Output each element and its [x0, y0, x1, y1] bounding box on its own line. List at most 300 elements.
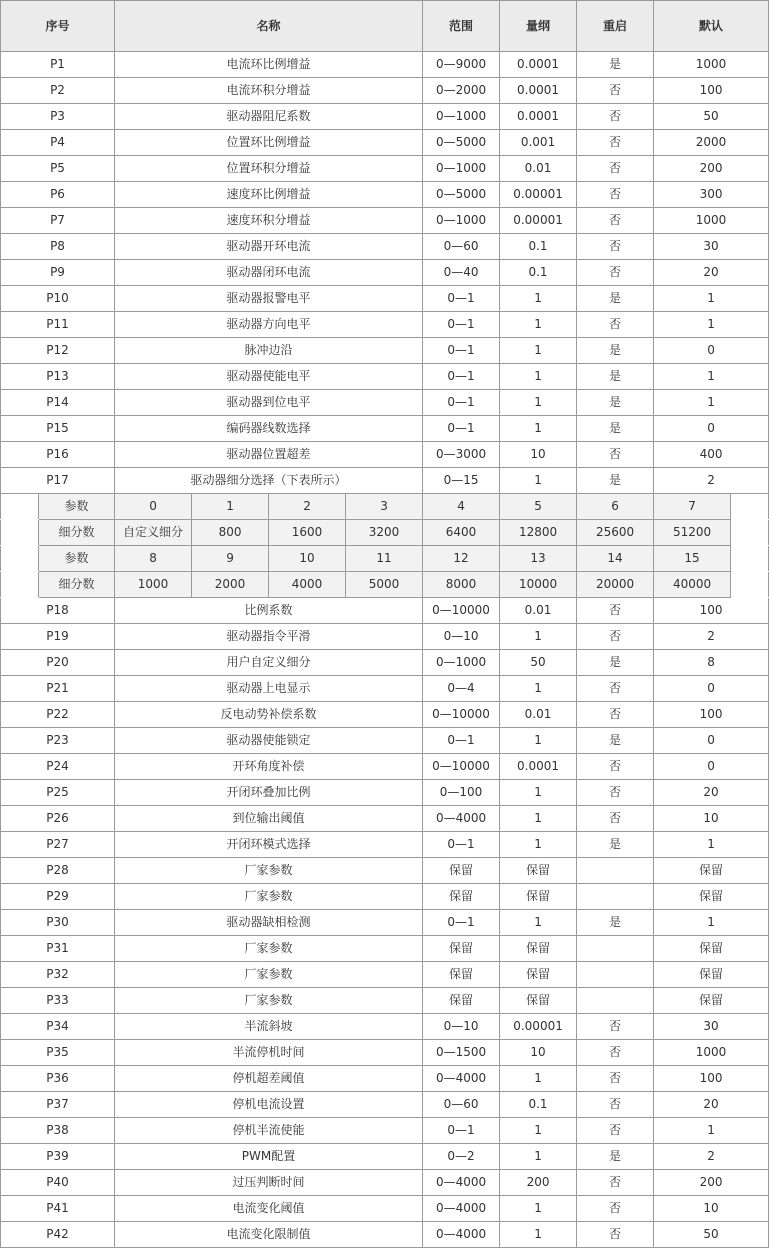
param-range: 0—1000	[423, 208, 500, 234]
param-range: 保留	[423, 858, 500, 884]
param-name: 驱动器开环电流	[115, 234, 423, 260]
param-unit: 0.1	[500, 234, 577, 260]
param-id: P33	[1, 988, 115, 1014]
header-row	[1, 1, 769, 52]
table-header	[1, 1, 769, 52]
table-row	[1, 1066, 769, 1092]
subdivision-row	[1, 520, 769, 546]
param-id: P34	[1, 1014, 115, 1040]
param-default: 100	[654, 1066, 769, 1092]
param-name: 速度环积分增益	[115, 208, 423, 234]
param-name: 厂家参数	[115, 988, 423, 1014]
param-range: 0—15	[423, 468, 500, 494]
param-id: P14	[1, 390, 115, 416]
param-id: P9	[1, 260, 115, 286]
param-range: 0—100	[423, 780, 500, 806]
param-range: 0—1	[423, 832, 500, 858]
param-id: P30	[1, 910, 115, 936]
param-restart: 否	[577, 1196, 654, 1222]
param-unit: 0.00001	[500, 1014, 577, 1040]
param-restart: 否	[577, 1170, 654, 1196]
param-default: 1	[654, 910, 769, 936]
param-default: 50	[654, 1222, 769, 1248]
param-unit: 1	[500, 1196, 577, 1222]
param-restart: 是	[577, 416, 654, 442]
param-range: 保留	[423, 988, 500, 1014]
param-default: 20	[654, 780, 769, 806]
param-default: 保留	[654, 936, 769, 962]
param-restart: 是	[577, 338, 654, 364]
table-row	[1, 260, 769, 286]
param-name: 厂家参数	[115, 858, 423, 884]
table-row	[1, 416, 769, 442]
param-range: 保留	[423, 936, 500, 962]
param-unit: 1	[500, 1222, 577, 1248]
param-name: 驱动器使能锁定	[115, 728, 423, 754]
param-name: 驱动器到位电平	[115, 390, 423, 416]
param-name: 开环角度补偿	[115, 754, 423, 780]
subdivision-cell: 800	[192, 520, 269, 546]
param-default: 1	[654, 1118, 769, 1144]
table-row	[1, 728, 769, 754]
param-name: 开闭环叠加比例	[115, 780, 423, 806]
subdivision-cell: 1000	[115, 572, 192, 598]
param-id: P6	[1, 182, 115, 208]
table-row	[1, 858, 769, 884]
param-unit: 保留	[500, 936, 577, 962]
param-unit: 50	[500, 650, 577, 676]
table-row	[1, 338, 769, 364]
param-default: 30	[654, 1014, 769, 1040]
param-name: 电流环积分增益	[115, 78, 423, 104]
param-default: 1	[654, 832, 769, 858]
param-range: 0—2	[423, 1144, 500, 1170]
param-range: 0—10000	[423, 754, 500, 780]
param-default: 0	[654, 754, 769, 780]
param-range: 0—4000	[423, 1066, 500, 1092]
param-unit: 1	[500, 728, 577, 754]
param-name: 半流斜坡	[115, 1014, 423, 1040]
param-name: 开闭环模式选择	[115, 832, 423, 858]
param-default: 1000	[654, 52, 769, 78]
param-name: 电流变化阈值	[115, 1196, 423, 1222]
param-id: P20	[1, 650, 115, 676]
table-body-bottom	[1, 598, 769, 1248]
subdivision-gutter-right	[731, 494, 769, 520]
subdivision-row-label: 参数	[39, 494, 115, 520]
param-unit: 0.0001	[500, 78, 577, 104]
table-row	[1, 832, 769, 858]
table-row	[1, 364, 769, 390]
param-restart: 是	[577, 650, 654, 676]
param-name: 驱动器闭环电流	[115, 260, 423, 286]
param-id: P35	[1, 1040, 115, 1066]
param-default: 2	[654, 1144, 769, 1170]
param-id: P29	[1, 884, 115, 910]
subdivision-cell: 5	[500, 494, 577, 520]
param-restart: 否	[577, 312, 654, 338]
table-row	[1, 780, 769, 806]
param-restart: 是	[577, 286, 654, 312]
subdivision-gutter-right	[731, 572, 769, 598]
table-row	[1, 962, 769, 988]
subdivision-cell: 3	[346, 494, 423, 520]
param-range: 0—5000	[423, 182, 500, 208]
subdivision-row	[1, 572, 769, 598]
param-id: P41	[1, 1196, 115, 1222]
param-id: P11	[1, 312, 115, 338]
param-default: 400	[654, 442, 769, 468]
subdivision-row	[1, 494, 769, 520]
param-unit: 保留	[500, 988, 577, 1014]
param-restart: 是	[577, 364, 654, 390]
table-row	[1, 676, 769, 702]
param-default: 保留	[654, 884, 769, 910]
param-id: P21	[1, 676, 115, 702]
param-restart: 否	[577, 1092, 654, 1118]
subdivision-cell: 2	[269, 494, 346, 520]
param-id: P32	[1, 962, 115, 988]
param-name: 反电动势补偿系数	[115, 702, 423, 728]
subdivision-cell: 10000	[500, 572, 577, 598]
param-name: 电流环比例增益	[115, 52, 423, 78]
table-row	[1, 702, 769, 728]
param-unit: 0.00001	[500, 182, 577, 208]
param-id: P25	[1, 780, 115, 806]
param-range: 0—4000	[423, 1196, 500, 1222]
table-row	[1, 104, 769, 130]
param-name: 驱动器细分选择（下表所示）	[115, 468, 423, 494]
subdivision-table	[1, 494, 769, 598]
param-name: 驱动器使能电平	[115, 364, 423, 390]
param-id: P36	[1, 1066, 115, 1092]
param-id: P22	[1, 702, 115, 728]
param-unit: 0.1	[500, 1092, 577, 1118]
param-unit: 0.0001	[500, 52, 577, 78]
param-id: P4	[1, 130, 115, 156]
subdivision-gutter-left	[1, 572, 39, 598]
param-range: 0—2000	[423, 78, 500, 104]
subdivision-cell: 5000	[346, 572, 423, 598]
param-range: 0—10	[423, 624, 500, 650]
table-row	[1, 650, 769, 676]
param-range: 0—1000	[423, 104, 500, 130]
param-unit: 1	[500, 338, 577, 364]
param-range: 0—1	[423, 728, 500, 754]
param-restart: 否	[577, 1014, 654, 1040]
subdivision-cell: 1	[192, 494, 269, 520]
subdivision-cell: 40000	[654, 572, 731, 598]
param-default: 1000	[654, 1040, 769, 1066]
param-unit: 0.01	[500, 702, 577, 728]
table-row	[1, 1040, 769, 1066]
param-default: 50	[654, 104, 769, 130]
param-name: 过压判断时间	[115, 1170, 423, 1196]
param-name: 比例系数	[115, 598, 423, 624]
table-row	[1, 754, 769, 780]
param-name: 驱动器位置超差	[115, 442, 423, 468]
table-row	[1, 624, 769, 650]
header-default: 默认	[654, 1, 769, 52]
subdivision-row-label: 细分数	[39, 520, 115, 546]
param-default: 8	[654, 650, 769, 676]
table-row	[1, 988, 769, 1014]
param-restart: 否	[577, 598, 654, 624]
param-range: 0—1	[423, 416, 500, 442]
subdivision-cell: 自定义细分	[115, 520, 192, 546]
table-row	[1, 442, 769, 468]
param-range: 0—1000	[423, 650, 500, 676]
subdivision-cell: 0	[115, 494, 192, 520]
param-name: 位置环积分增益	[115, 156, 423, 182]
param-range: 0—4	[423, 676, 500, 702]
param-unit: 1	[500, 1066, 577, 1092]
param-restart	[577, 936, 654, 962]
param-default: 10	[654, 1196, 769, 1222]
subdivision-cell: 12800	[500, 520, 577, 546]
subdivision-cell: 14	[577, 546, 654, 572]
param-id: P26	[1, 806, 115, 832]
param-default: 100	[654, 598, 769, 624]
param-id: P37	[1, 1092, 115, 1118]
param-unit: 1	[500, 624, 577, 650]
param-default: 0	[654, 676, 769, 702]
subdivision-gutter-right	[731, 520, 769, 546]
table-body-top	[1, 52, 769, 494]
param-name: 编码器线数选择	[115, 416, 423, 442]
subdivision-row-label: 参数	[39, 546, 115, 572]
param-name: 驱动器报警电平	[115, 286, 423, 312]
param-name: PWM配置	[115, 1144, 423, 1170]
param-restart: 否	[577, 442, 654, 468]
param-range: 0—1	[423, 312, 500, 338]
table-row	[1, 598, 769, 624]
param-default: 保留	[654, 988, 769, 1014]
param-name: 驱动器指令平滑	[115, 624, 423, 650]
param-restart: 否	[577, 1222, 654, 1248]
param-unit: 1	[500, 780, 577, 806]
subdivision-cell: 15	[654, 546, 731, 572]
param-id: P5	[1, 156, 115, 182]
param-restart: 是	[577, 390, 654, 416]
param-range: 0—4000	[423, 1222, 500, 1248]
param-range: 0—1	[423, 286, 500, 312]
param-unit: 1	[500, 390, 577, 416]
param-restart: 是	[577, 728, 654, 754]
param-unit: 1	[500, 806, 577, 832]
param-id: P12	[1, 338, 115, 364]
subdivision-cell: 8	[115, 546, 192, 572]
param-name: 驱动器缺相检测	[115, 910, 423, 936]
subdivision-cell: 13	[500, 546, 577, 572]
param-range: 0—10000	[423, 598, 500, 624]
param-id: P39	[1, 1144, 115, 1170]
subdivision-cell: 9	[192, 546, 269, 572]
param-default: 0	[654, 728, 769, 754]
param-name: 驱动器阻尼系数	[115, 104, 423, 130]
param-restart: 否	[577, 156, 654, 182]
param-restart: 否	[577, 702, 654, 728]
param-unit: 10	[500, 1040, 577, 1066]
table-row	[1, 1144, 769, 1170]
table-row	[1, 910, 769, 936]
table-row	[1, 936, 769, 962]
param-id: P7	[1, 208, 115, 234]
subdivision-cell: 25600	[577, 520, 654, 546]
table-row	[1, 390, 769, 416]
header-restart: 重启	[577, 1, 654, 52]
table-row	[1, 1170, 769, 1196]
param-id: P31	[1, 936, 115, 962]
subdivision-cell: 10	[269, 546, 346, 572]
subdivision-cell: 8000	[423, 572, 500, 598]
table-row	[1, 286, 769, 312]
subdivision-cell: 7	[654, 494, 731, 520]
param-restart: 是	[577, 832, 654, 858]
param-range: 0—9000	[423, 52, 500, 78]
subdivision-cell: 51200	[654, 520, 731, 546]
param-unit: 1	[500, 1144, 577, 1170]
table-row	[1, 78, 769, 104]
param-restart: 是	[577, 52, 654, 78]
subdivision-cell: 2000	[192, 572, 269, 598]
param-name: 厂家参数	[115, 884, 423, 910]
table-row	[1, 884, 769, 910]
param-name: 电流变化限制值	[115, 1222, 423, 1248]
param-unit: 1	[500, 312, 577, 338]
param-id: P2	[1, 78, 115, 104]
param-range: 0—10000	[423, 702, 500, 728]
param-default: 30	[654, 234, 769, 260]
param-default: 200	[654, 156, 769, 182]
subdivision-cell: 6	[577, 494, 654, 520]
table-row	[1, 208, 769, 234]
param-unit: 0.01	[500, 598, 577, 624]
param-default: 300	[654, 182, 769, 208]
param-default: 1	[654, 364, 769, 390]
subdivision-cell: 11	[346, 546, 423, 572]
param-restart: 否	[577, 624, 654, 650]
param-unit: 1	[500, 676, 577, 702]
subdivision-cell: 6400	[423, 520, 500, 546]
param-unit: 1	[500, 910, 577, 936]
param-name: 停机半流使能	[115, 1118, 423, 1144]
subdivision-cell: 4	[423, 494, 500, 520]
param-id: P23	[1, 728, 115, 754]
param-restart: 是	[577, 468, 654, 494]
param-range: 0—4000	[423, 806, 500, 832]
param-range: 0—4000	[423, 1170, 500, 1196]
param-default: 1	[654, 312, 769, 338]
param-id: P24	[1, 754, 115, 780]
param-unit: 保留	[500, 858, 577, 884]
param-unit: 0.0001	[500, 754, 577, 780]
param-unit: 1	[500, 286, 577, 312]
param-unit: 0.001	[500, 130, 577, 156]
param-id: P15	[1, 416, 115, 442]
param-default: 100	[654, 702, 769, 728]
header-unit: 量纲	[500, 1, 577, 52]
param-default: 0	[654, 416, 769, 442]
param-name: 位置环比例增益	[115, 130, 423, 156]
param-restart: 否	[577, 104, 654, 130]
param-default: 保留	[654, 858, 769, 884]
param-unit: 保留	[500, 884, 577, 910]
param-restart: 否	[577, 182, 654, 208]
param-restart: 否	[577, 1066, 654, 1092]
param-restart: 否	[577, 676, 654, 702]
table-row	[1, 312, 769, 338]
param-restart: 否	[577, 130, 654, 156]
param-id: P38	[1, 1118, 115, 1144]
table-row	[1, 156, 769, 182]
param-range: 0—60	[423, 234, 500, 260]
param-name: 厂家参数	[115, 936, 423, 962]
table-row	[1, 1014, 769, 1040]
param-default: 10	[654, 806, 769, 832]
param-id: P16	[1, 442, 115, 468]
param-unit: 1	[500, 364, 577, 390]
table-row	[1, 130, 769, 156]
param-restart	[577, 988, 654, 1014]
subdivision-row	[1, 546, 769, 572]
subdivision-cell: 12	[423, 546, 500, 572]
param-unit: 0.00001	[500, 208, 577, 234]
param-restart: 否	[577, 78, 654, 104]
param-default: 20	[654, 1092, 769, 1118]
param-id: P19	[1, 624, 115, 650]
param-name: 停机超差阈值	[115, 1066, 423, 1092]
param-name: 停机电流设置	[115, 1092, 423, 1118]
param-unit: 1	[500, 416, 577, 442]
param-default: 2	[654, 624, 769, 650]
header-range: 范围	[423, 1, 500, 52]
param-id: P8	[1, 234, 115, 260]
param-name: 脉冲边沿	[115, 338, 423, 364]
param-range: 0—60	[423, 1092, 500, 1118]
param-id: P40	[1, 1170, 115, 1196]
param-id: P18	[1, 598, 115, 624]
param-id: P13	[1, 364, 115, 390]
table-row	[1, 52, 769, 78]
param-name: 用户自定义细分	[115, 650, 423, 676]
param-name: 到位输出阈值	[115, 806, 423, 832]
table-row	[1, 234, 769, 260]
param-id: P28	[1, 858, 115, 884]
param-default: 20	[654, 260, 769, 286]
param-restart: 是	[577, 910, 654, 936]
param-range: 0—1500	[423, 1040, 500, 1066]
param-range: 保留	[423, 962, 500, 988]
param-range: 0—1	[423, 1118, 500, 1144]
param-restart: 否	[577, 754, 654, 780]
param-range: 保留	[423, 884, 500, 910]
subdivision-gutter-left	[1, 494, 39, 520]
param-range: 0—1000	[423, 156, 500, 182]
param-default: 保留	[654, 962, 769, 988]
param-restart: 是	[577, 1144, 654, 1170]
param-restart: 否	[577, 208, 654, 234]
param-restart: 否	[577, 780, 654, 806]
param-restart: 否	[577, 1118, 654, 1144]
param-name: 驱动器上电显示	[115, 676, 423, 702]
subdivision-gutter-left	[1, 520, 39, 546]
param-restart: 否	[577, 234, 654, 260]
table-row	[1, 182, 769, 208]
param-restart	[577, 858, 654, 884]
param-unit: 0.01	[500, 156, 577, 182]
param-unit: 0.0001	[500, 104, 577, 130]
